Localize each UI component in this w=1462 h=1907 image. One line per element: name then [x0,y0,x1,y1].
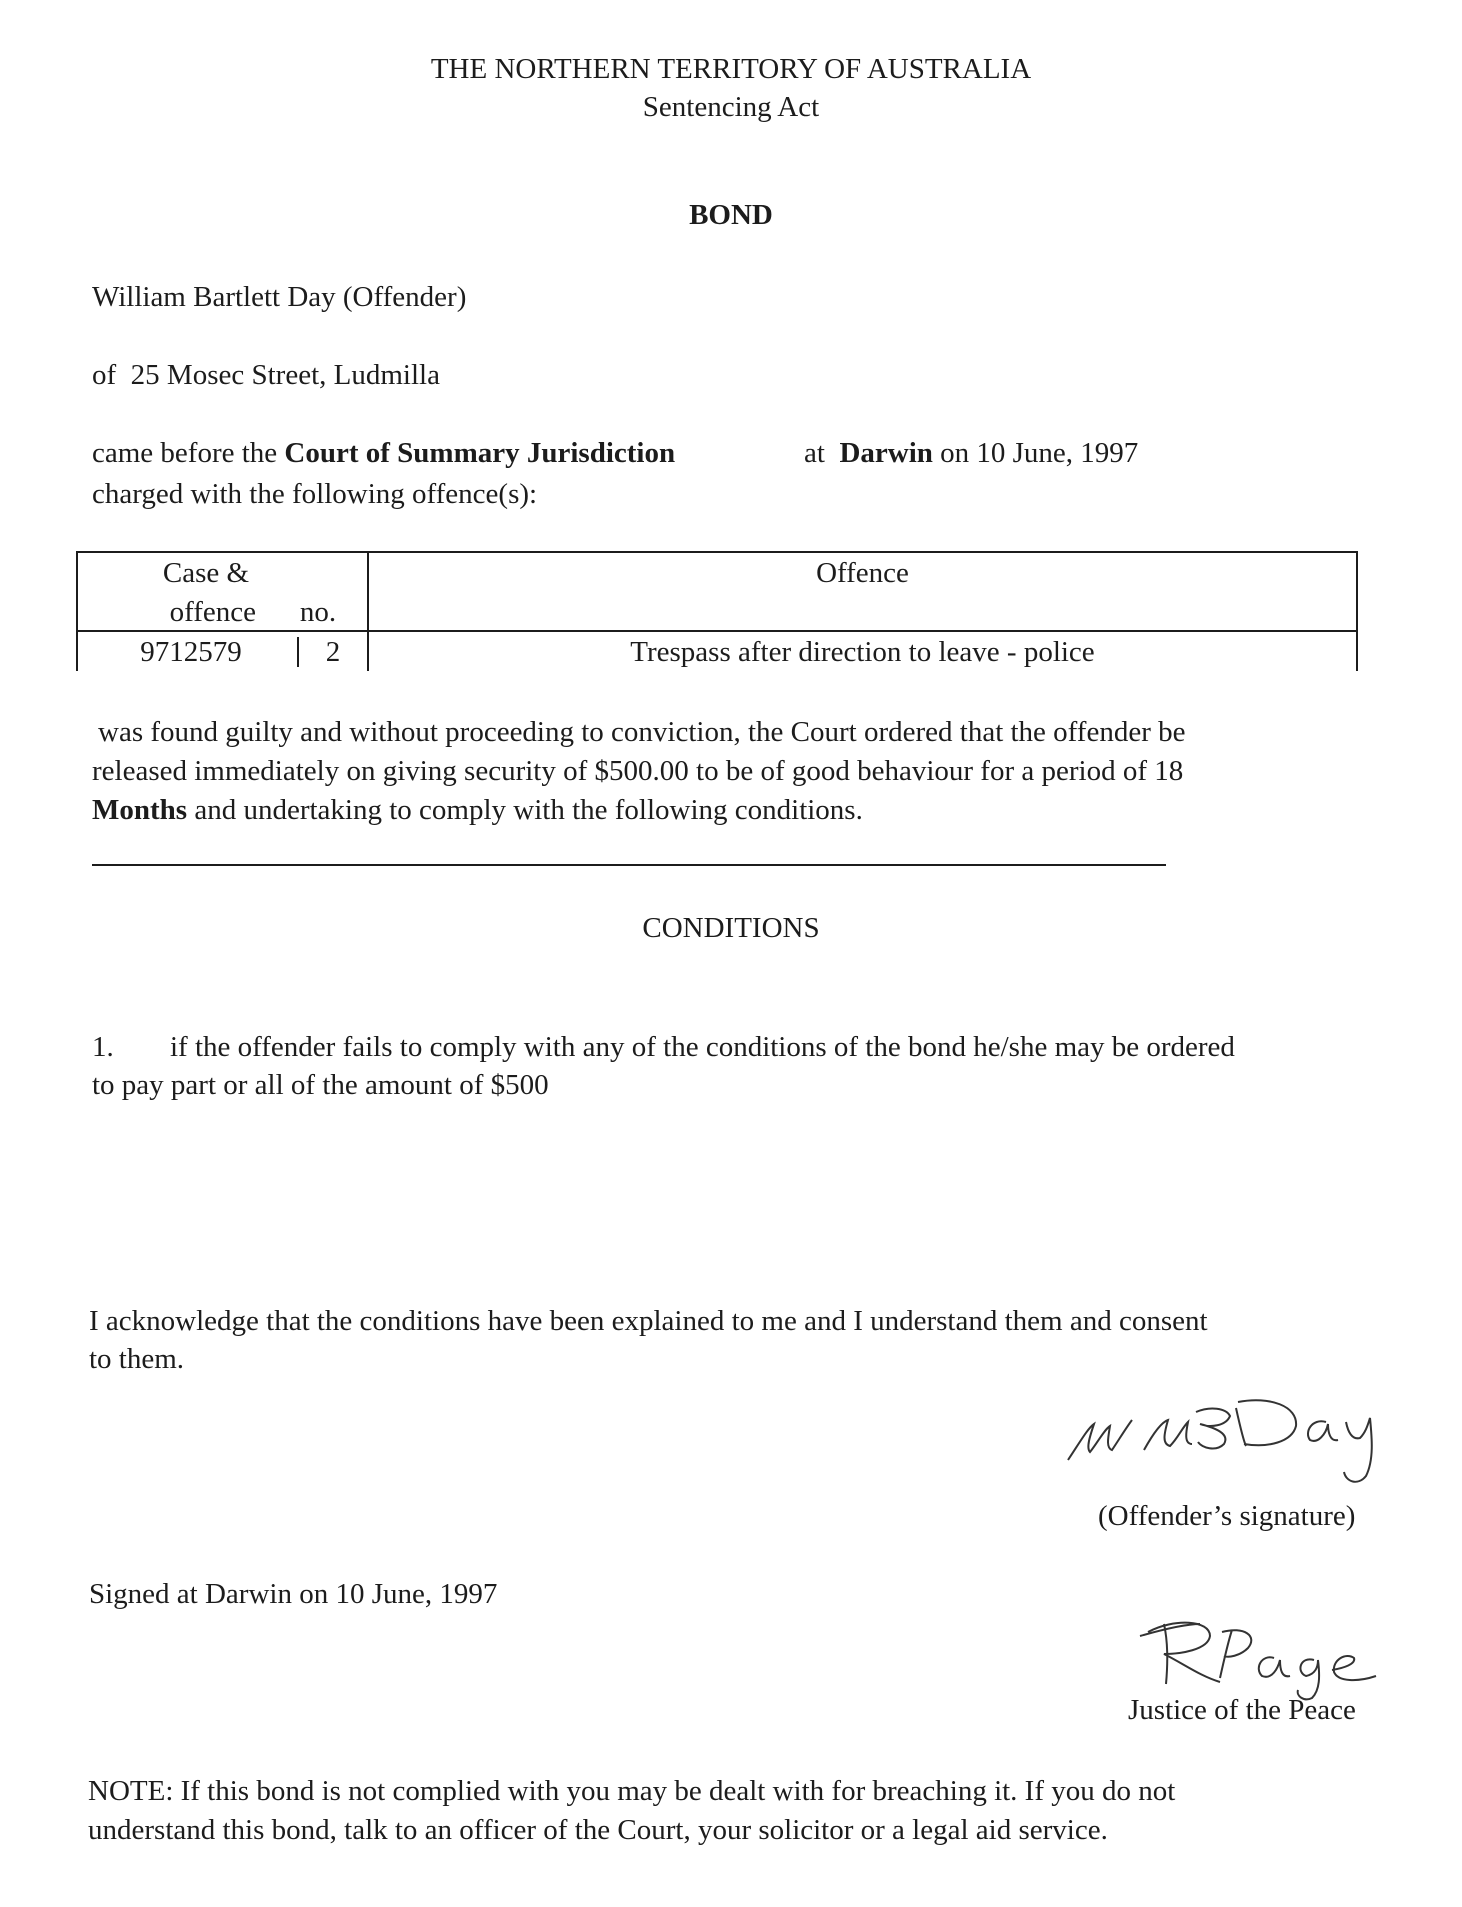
acknowledgement-line1: I acknowledge that the conditions have been explained to me and I understand them and consent [89,1305,1208,1337]
acknowledgement-line2: to them. [89,1343,185,1375]
offender-signature [1060,1372,1430,1492]
row-offence-number: 2 [325,636,341,668]
finding-line1: was found guilty and without proceeding to conviction, the Court ordered that the offender be [98,716,1186,748]
table-left-border [76,551,78,671]
came-before-text: came before the [92,437,278,469]
offender-signature-caption: (Offender’s signature) [1098,1500,1356,1532]
finding-line3-rest: and undertaking to comply with the following conditions. [194,794,863,826]
row-case-number: 9712579 [140,636,242,668]
offender-address: 25 Mosec Street, Ludmilla [130,359,440,391]
note-line1: NOTE: If this bond is not complied with you may be dealt with for breaching it. If you do not [88,1775,1176,1807]
section-divider [92,864,1166,866]
header-offence: Offence [816,557,909,589]
justice-caption: Justice of the Peace [1128,1694,1356,1726]
jurisdiction-heading: THE NORTHERN TERRITORY OF AUSTRALIA [430,53,1032,85]
signed-at: Signed at Darwin on 10 June, 1997 [89,1578,498,1610]
appearance-date: on 10 June, 1997 [940,437,1139,469]
document-title: BOND [689,199,773,231]
note-line2: understand this bond, talk to an officer of the Court, your solicitor or a legal aid service. [88,1814,1108,1846]
condition-line1: if the offender fails to comply with any of the conditions of the bond he/she may be ordered [170,1031,1235,1063]
appearance-line [92,434,675,472]
table-top-border [76,551,1358,553]
appearance-location-line [804,434,1138,472]
condition-number: 1. [92,1031,114,1063]
charged-text: charged with the following offence(s): [92,478,538,510]
condition-line2: to pay part or all of the amount of $500 [92,1069,549,1101]
offence-table [76,551,1358,671]
header-no: no. [299,596,337,628]
header-case-line2: offence [169,596,256,628]
offender-address-line [92,356,440,394]
finding-line3 [92,791,863,829]
act-name: Sentencing Act [642,91,820,123]
table-right-border [1356,551,1358,671]
period-unit: Months [92,794,188,826]
court-name: Court of Summary Jurisdiction [284,437,676,469]
address-prefix: of [92,359,117,391]
justice-signature [1128,1610,1388,1702]
offender-name: William Bartlett Day (Offender) [92,281,467,313]
conditions-heading: CONDITIONS [642,912,820,944]
row-offence-description: Trespass after direction to leave - police [630,636,1095,668]
header-case-line1: Case & [162,557,250,589]
finding-line2: released immediately on giving security of $500.00 to be of good behaviour for a period of 18 [92,755,1184,787]
at-text: at [804,437,825,469]
court-location: Darwin [839,437,933,469]
table-header-divider [76,630,1358,632]
